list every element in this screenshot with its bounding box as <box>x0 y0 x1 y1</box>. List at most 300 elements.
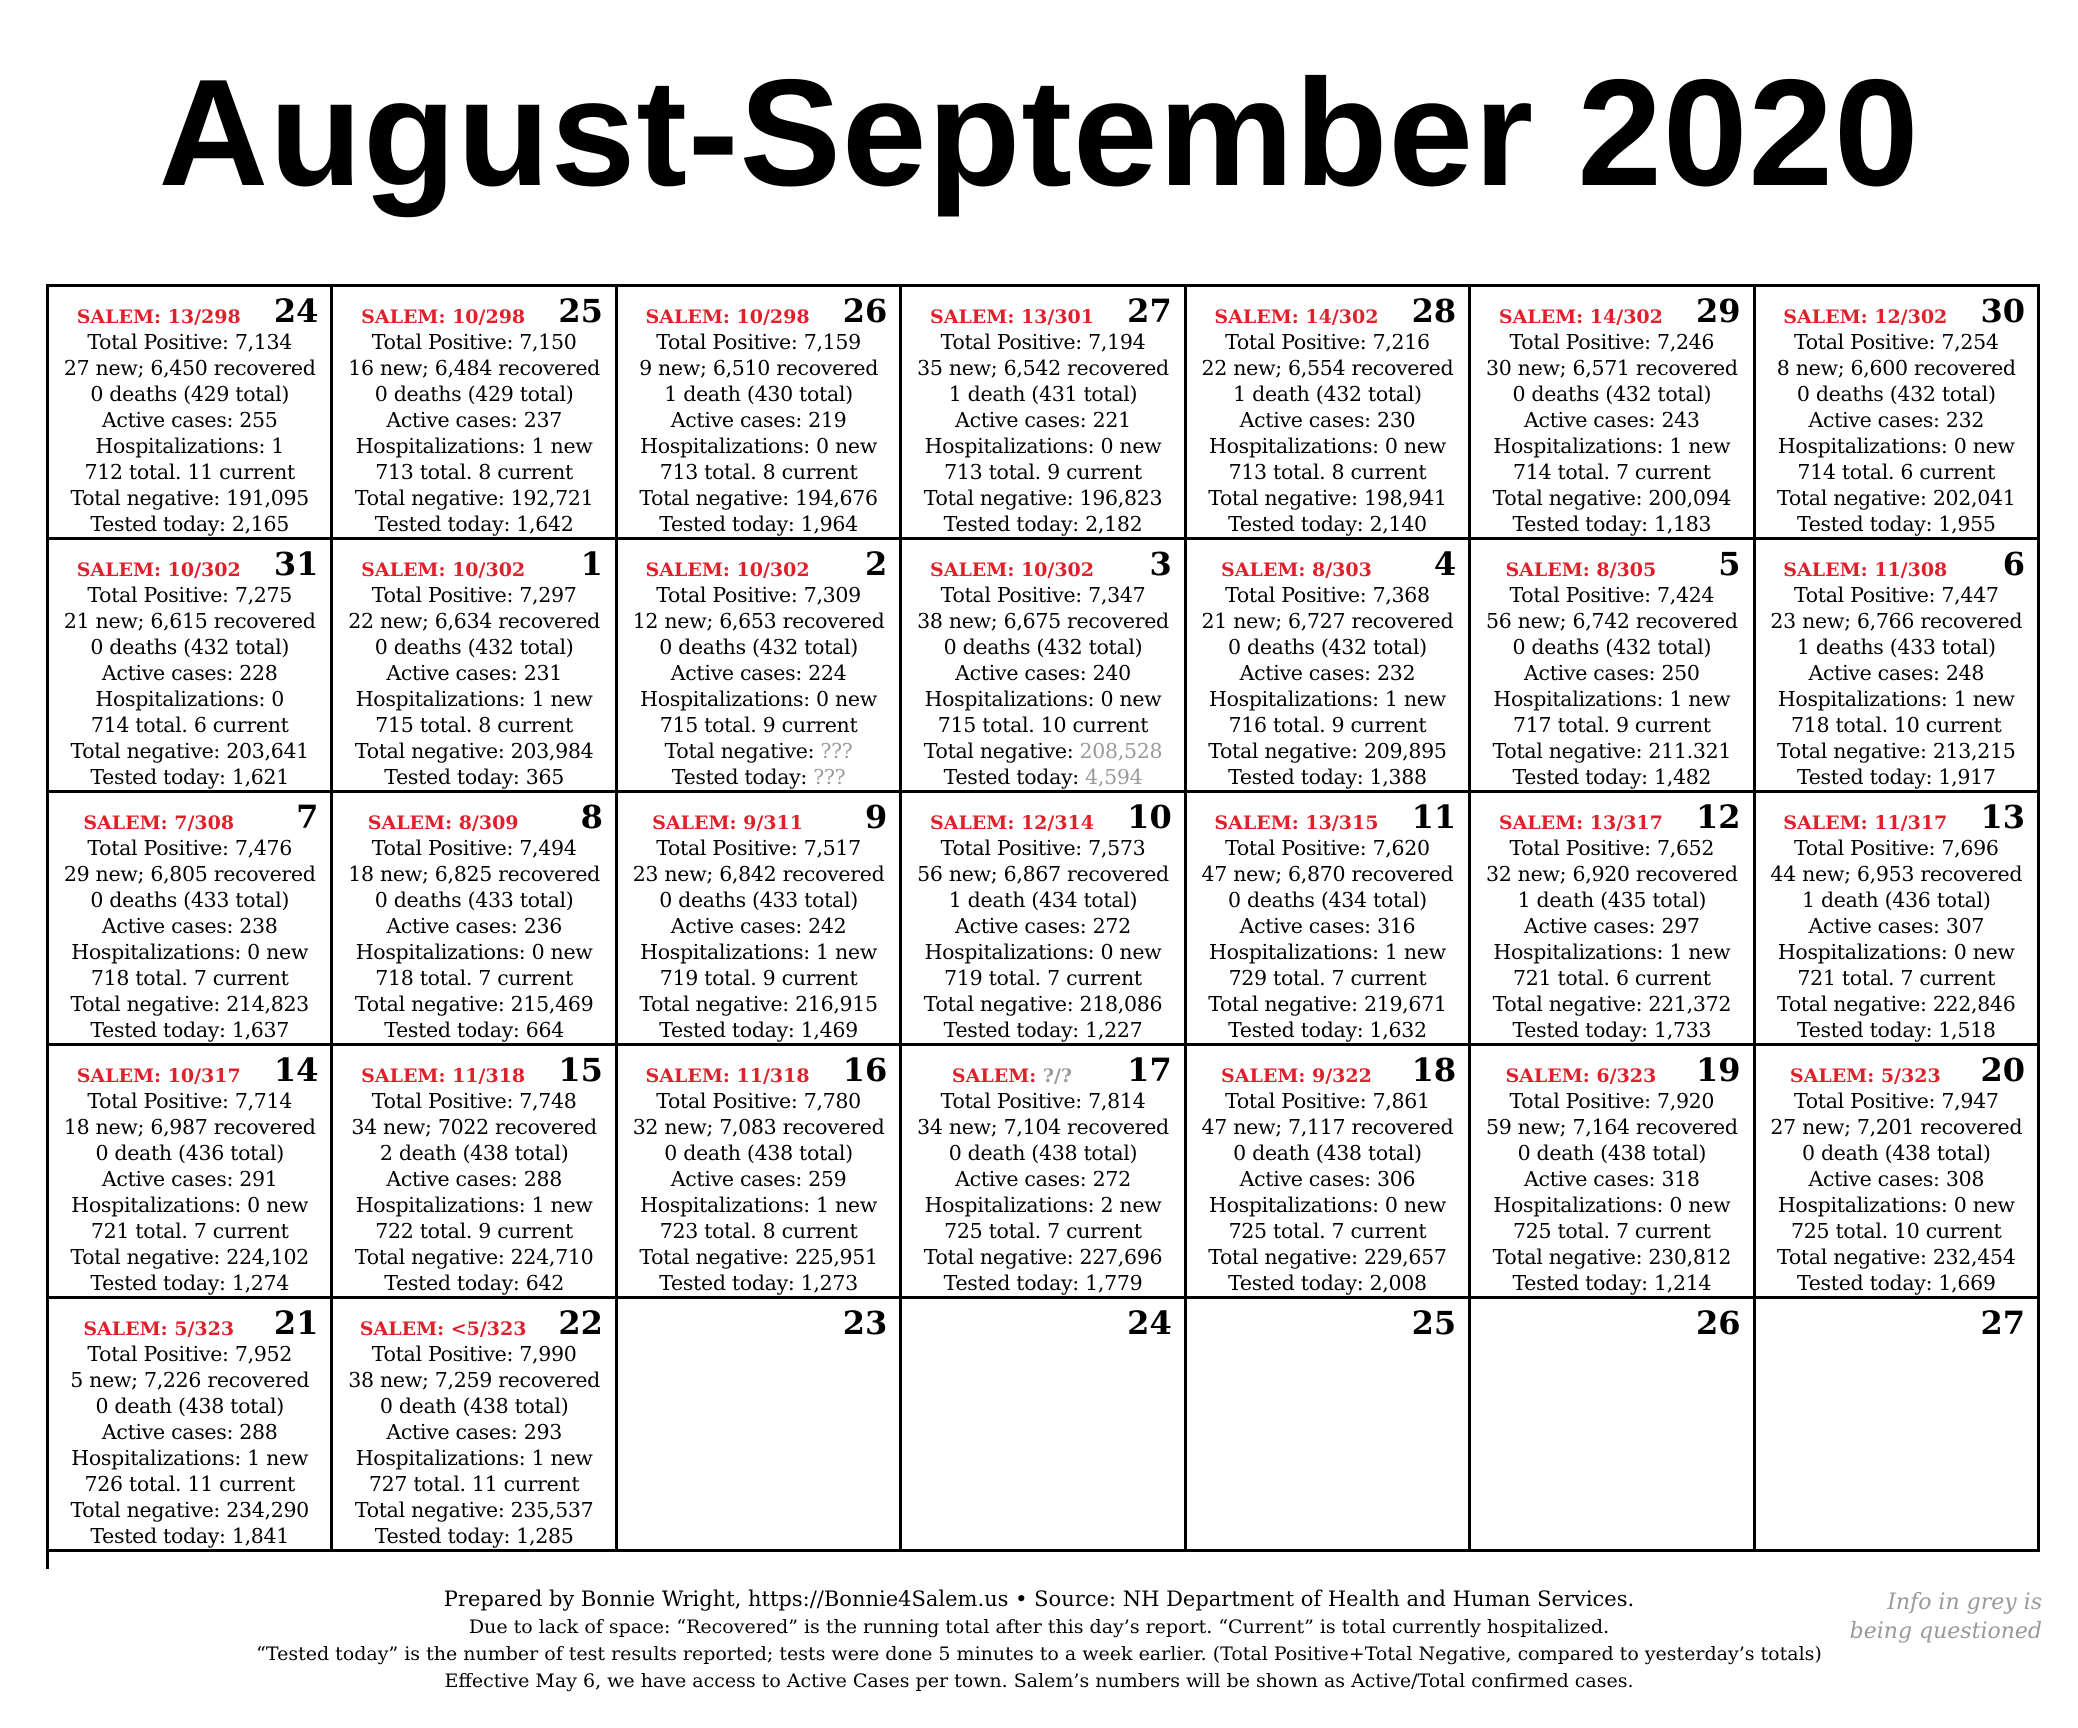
stat-text: Tested today: 1,964 <box>659 512 858 536</box>
stat-line <box>1756 1270 2037 1296</box>
salem-cases <box>49 305 268 329</box>
day-cell <box>1756 287 2040 540</box>
stat-line <box>1756 939 2037 965</box>
stat-line <box>902 459 1183 485</box>
day-stats <box>618 329 899 537</box>
stat-text: 5 new; 7,226 recovered <box>70 1368 310 1392</box>
day-number: 8 <box>580 798 603 836</box>
stat-line <box>902 965 1183 991</box>
stat-text: Total negative: 230,812 <box>1492 1245 1732 1269</box>
stat-line <box>333 634 614 660</box>
stat-line <box>902 991 1183 1017</box>
stat-text: 715 total. 10 current <box>937 713 1149 737</box>
stat-text: Active cases: 297 <box>1524 914 1700 938</box>
stat-text: 47 new; 7,117 recovered <box>1201 1115 1454 1139</box>
stat-text: Total negative: 222,846 <box>1777 992 2016 1016</box>
salem-cases-label: SALEM: 13/317 <box>1498 812 1663 834</box>
day-cell-header <box>1471 287 1752 329</box>
stat-text: Tested today: 2,182 <box>943 512 1143 536</box>
day-cell <box>1187 793 1471 1046</box>
stat-text: 34 new; 7,104 recovered <box>917 1115 1169 1139</box>
stat-line <box>902 407 1183 433</box>
stat-line <box>49 582 330 608</box>
day-stats <box>49 582 330 790</box>
stat-line <box>49 1445 330 1471</box>
stat-text: 715 total. 9 current <box>659 713 858 737</box>
stat-text: Hospitalizations: 1 new <box>355 1193 593 1217</box>
stat-text: 27 new; 7,201 recovered <box>1770 1115 2023 1139</box>
stat-text: Total Positive: 7,920 <box>1509 1089 1715 1113</box>
salem-cases <box>333 1064 552 1088</box>
stat-line <box>49 1471 330 1497</box>
stat-line <box>49 660 330 686</box>
stat-line <box>902 861 1183 887</box>
stat-line <box>1756 381 2037 407</box>
stat-line <box>49 1114 330 1140</box>
page-title: August-September 2020 <box>158 48 1920 218</box>
stat-line <box>49 1192 330 1218</box>
stat-text: Hospitalizations: 1 new <box>355 687 593 711</box>
day-cell <box>1756 1046 2040 1299</box>
stat-text: 719 total. 7 current <box>944 966 1142 990</box>
salem-cases-label: SALEM: 6/323 <box>1505 1065 1657 1087</box>
stat-text: 718 total. 7 current <box>90 966 289 990</box>
footer-note-active: Effective May 6, we have access to Active Cases per town. Salem’s numbers will be shown as Active/Total confirmed cases. <box>444 1670 1634 1692</box>
stat-text: Hospitalizations: 0 new <box>1209 434 1446 458</box>
day-cell-header <box>1756 793 2037 835</box>
day-cell-header <box>618 793 899 835</box>
stat-line <box>1471 861 1752 887</box>
stat-text: Hospitalizations: 1 new <box>1209 940 1446 964</box>
stat-line <box>1471 1166 1752 1192</box>
stat-line <box>333 511 614 537</box>
stat-text: Active cases: 272 <box>955 1167 1131 1191</box>
stat-text: Total Positive: 7,494 <box>371 836 577 860</box>
stat-text: 21 new; 6,727 recovered <box>1201 609 1454 633</box>
stat-text: 725 total. 7 current <box>1513 1219 1711 1243</box>
stat-line <box>1756 1218 2037 1244</box>
day-number: 26 <box>1696 1304 1741 1342</box>
stat-line <box>49 913 330 939</box>
stat-text: Active cases: 238 <box>101 914 278 938</box>
salem-cases <box>49 1064 268 1088</box>
stat-line <box>1756 608 2037 634</box>
stat-line <box>49 1017 330 1043</box>
stat-text: 716 total. 9 current <box>1228 713 1427 737</box>
stat-text: Hospitalizations: 1 new <box>71 1446 309 1470</box>
stat-line <box>1187 738 1468 764</box>
stat-text: Active cases: 288 <box>386 1167 562 1191</box>
salem-cases <box>1756 558 1975 582</box>
stat-text: 714 total. 6 current <box>1797 460 1996 484</box>
stat-text: Total Positive: 7,573 <box>940 836 1146 860</box>
stat-line <box>333 686 614 712</box>
stat-line <box>1756 582 2037 608</box>
stat-text: Active cases: 219 <box>670 408 847 432</box>
stat-text: Active cases: 250 <box>1524 661 1700 685</box>
salem-cases-label: SALEM: 5/323 <box>83 1318 235 1340</box>
stat-text: 0 death (438 total) <box>95 1394 284 1418</box>
stat-line <box>1471 1017 1752 1043</box>
stat-line <box>1187 1192 1468 1218</box>
stat-line <box>333 1419 614 1445</box>
day-cell <box>333 540 617 793</box>
stat-text: Tested today: 642 <box>384 1271 564 1295</box>
stat-text: 18 new; 6,825 recovered <box>348 862 600 886</box>
stat-text: Tested today: 1,285 <box>374 1524 574 1548</box>
day-cell <box>618 287 902 540</box>
footer-credit: Prepared by Bonnie Wright, https://Bonnie4Salem.us • Source: NH Department of Health and Human Services. <box>443 1587 1635 1611</box>
salem-cases-questioned: ?/? <box>1042 1065 1073 1087</box>
stat-text: Tested today: 2,140 <box>1228 512 1427 536</box>
stat-text: Active cases: 230 <box>1239 408 1416 432</box>
day-stats <box>333 835 614 1043</box>
stat-line <box>1187 407 1468 433</box>
day-number: 17 <box>1127 1051 1172 1089</box>
stat-line <box>1187 764 1468 790</box>
stat-text: Total negative: 234,290 <box>70 1498 309 1522</box>
day-number: 30 <box>1980 292 2025 330</box>
stat-line <box>49 1088 330 1114</box>
day-stats <box>1756 835 2037 1043</box>
stat-text: Active cases: 308 <box>1808 1167 1985 1191</box>
day-cell-header <box>902 1299 1183 1341</box>
stat-text: 1 death (432 total) <box>1233 382 1422 406</box>
stat-line <box>1187 1114 1468 1140</box>
salem-cases <box>49 558 268 582</box>
salem-cases <box>618 305 837 329</box>
stat-line <box>49 1497 330 1523</box>
stat-text: 18 new; 6,987 recovered <box>63 1115 316 1139</box>
stat-text: Total Positive: 7,275 <box>87 583 293 607</box>
stat-questioned-value: ??? <box>820 739 853 763</box>
stat-line <box>902 355 1183 381</box>
stat-text: Hospitalizations: 1 new <box>1493 434 1731 458</box>
stat-text: 1 death (430 total) <box>664 382 853 406</box>
stat-text: 726 total. 11 current <box>84 1472 295 1496</box>
stat-text: Active cases: 288 <box>101 1420 278 1444</box>
stat-text: Total Positive: 7,714 <box>87 1089 293 1113</box>
day-cell-header <box>333 793 614 835</box>
stat-line <box>49 459 330 485</box>
stat-line <box>618 939 899 965</box>
stat-line <box>1187 485 1468 511</box>
stat-line <box>333 1166 614 1192</box>
stat-line <box>49 1166 330 1192</box>
day-number: 23 <box>842 1304 888 1342</box>
day-cell-header <box>618 1046 899 1088</box>
stat-line <box>1187 913 1468 939</box>
stat-line <box>1471 939 1752 965</box>
stat-text: Total Positive: 7,748 <box>371 1089 577 1113</box>
salem-cases <box>1471 1064 1690 1088</box>
stat-line <box>1187 355 1468 381</box>
stat-text: Hospitalizations: 0 new <box>71 1193 309 1217</box>
stat-line <box>902 686 1183 712</box>
stat-text: Total negative: 191,095 <box>70 486 309 510</box>
stat-text: 0 deaths (432 total) <box>374 635 574 659</box>
stat-text: Total Positive: 7,134 <box>87 330 293 354</box>
day-cell-header <box>1471 793 1752 835</box>
stat-line <box>618 407 899 433</box>
stat-text: 0 death (438 total) <box>379 1394 569 1418</box>
day-number: 6 <box>2002 545 2025 583</box>
stat-text: 1 death (434 total) <box>948 888 1138 912</box>
stat-text: Tested today: 1,388 <box>1228 765 1427 789</box>
stat-text: Hospitalizations: 1 new <box>640 940 877 964</box>
stat-line <box>1756 887 2037 913</box>
stat-text: Hospitalizations: 1 new <box>355 1446 593 1470</box>
salem-cases-label: SALEM: 8/309 <box>367 812 519 834</box>
stat-text: Total Positive: 7,814 <box>940 1089 1146 1113</box>
stat-text: Total negative: 198,941 <box>1208 486 1447 510</box>
stat-line <box>1187 634 1468 660</box>
day-stats <box>618 1088 899 1296</box>
stat-text: 0 deaths (432 total) <box>1228 635 1427 659</box>
stat-line <box>618 712 899 738</box>
stat-text: 0 deaths (433 total) <box>374 888 574 912</box>
salem-cases <box>1471 811 1690 835</box>
stat-line <box>902 913 1183 939</box>
salem-cases-label: SALEM: 13/301 <box>929 306 1094 328</box>
salem-cases-label: SALEM: 13/315 <box>1214 812 1379 834</box>
stat-text: Active cases: 242 <box>670 914 847 938</box>
stat-line <box>1471 329 1752 355</box>
stat-text: Active cases: 293 <box>386 1420 562 1444</box>
stat-text: 729 total. 7 current <box>1228 966 1427 990</box>
day-number: 25 <box>558 292 603 330</box>
stat-text: 725 total. 7 current <box>1228 1219 1427 1243</box>
stat-text: Hospitalizations: 0 new <box>924 687 1162 711</box>
stat-text: Tested today: 1,469 <box>659 1018 858 1042</box>
day-cell-header <box>618 1299 899 1341</box>
stat-line <box>1471 913 1752 939</box>
day-cell-header <box>333 1046 614 1088</box>
stat-text: 0 death (438 total) <box>948 1141 1138 1165</box>
stat-text: Total Positive: 7,216 <box>1225 330 1430 354</box>
day-number: 20 <box>1980 1051 2025 1089</box>
stat-line <box>618 1218 899 1244</box>
stat-line <box>49 329 330 355</box>
day-cell <box>49 287 333 540</box>
stat-line <box>1756 407 2037 433</box>
day-number: 26 <box>842 292 888 330</box>
day-cell-header <box>1187 287 1468 329</box>
stat-text: Hospitalizations: 0 new <box>355 940 593 964</box>
stat-text: Total negative: 209,895 <box>1208 739 1447 763</box>
stat-line <box>1756 433 2037 459</box>
day-stats <box>1187 329 1468 537</box>
day-cell <box>333 1046 617 1299</box>
stat-text: 0 deaths (432 total) <box>1796 382 1996 406</box>
stat-line <box>1187 660 1468 686</box>
stat-text: Tested today: 1,955 <box>1796 512 1996 536</box>
stat-line <box>1471 738 1752 764</box>
salem-cases <box>618 558 837 582</box>
stat-line <box>1471 965 1752 991</box>
day-cell <box>49 793 333 1046</box>
stat-text: Hospitalizations: 2 new <box>924 1193 1162 1217</box>
day-stats <box>333 1088 614 1296</box>
stat-line <box>1756 511 2037 537</box>
stat-text: Active cases: 232 <box>1239 661 1416 685</box>
salem-cases <box>1756 305 1975 329</box>
day-stats <box>618 582 899 790</box>
grey-info-note <box>1850 1588 2042 1646</box>
day-cell <box>49 1299 333 1552</box>
stat-line <box>49 1367 330 1393</box>
stat-line <box>333 887 614 913</box>
day-number: 5 <box>1718 545 1741 583</box>
day-number: 4 <box>1433 545 1457 583</box>
day-cell <box>902 540 1186 793</box>
stat-text: 32 new; 6,920 recovered <box>1485 862 1738 886</box>
stat-line <box>618 634 899 660</box>
stat-line <box>1187 511 1468 537</box>
stat-text: Total Positive: 7,780 <box>656 1089 861 1113</box>
salem-cases-label: SALEM: 9/311 <box>652 812 803 834</box>
stat-line <box>49 355 330 381</box>
stat-text: 0 deaths (434 total) <box>1228 888 1427 912</box>
stat-text: 56 new; 6,742 recovered <box>1485 609 1738 633</box>
day-cell-header <box>902 1046 1183 1088</box>
stat-line <box>902 1166 1183 1192</box>
stat-text: 23 new; 6,766 recovered <box>1770 609 2023 633</box>
day-cell <box>1756 1299 2040 1552</box>
day-cell-header <box>902 793 1183 835</box>
stat-line <box>1756 712 2037 738</box>
stat-text: Hospitalizations: 0 <box>95 687 285 711</box>
footer-note-recovered: Due to lack of space: “Recovered” is the running total after this day’s report. “Current” is total currently hospitalized. <box>468 1616 1610 1638</box>
salem-cases-label: SALEM: 10/302 <box>76 559 241 581</box>
stat-line <box>902 712 1183 738</box>
stat-line <box>333 1017 614 1043</box>
stat-line <box>1756 1088 2037 1114</box>
stat-line <box>1756 485 2037 511</box>
stat-line <box>49 1523 330 1549</box>
stat-text: Active cases: 306 <box>1239 1167 1416 1191</box>
stat-line <box>49 1393 330 1419</box>
stat-line <box>49 407 330 433</box>
stat-line <box>1756 835 2037 861</box>
stat-text: Tested today: 1,669 <box>1796 1271 1996 1295</box>
day-cell-header <box>1187 1299 1468 1341</box>
stat-line <box>333 355 614 381</box>
stat-line <box>1187 835 1468 861</box>
salem-cases-label: SALEM: 7/308 <box>83 812 235 834</box>
day-cell <box>333 1299 617 1552</box>
stat-line <box>49 1218 330 1244</box>
day-cell <box>1756 540 2040 793</box>
salem-cases <box>1471 558 1690 582</box>
stat-text: Total Positive: 7,652 <box>1509 836 1715 860</box>
salem-cases <box>1756 811 1975 835</box>
stat-text: Total negative: 218,086 <box>923 992 1163 1016</box>
stat-text: Hospitalizations: 0 new <box>71 940 309 964</box>
stat-line <box>1187 1270 1468 1296</box>
stat-line <box>49 485 330 511</box>
salem-cases-label: SALEM: 12/302 <box>1783 306 1948 328</box>
stat-line <box>333 1497 614 1523</box>
stat-text: Hospitalizations: 0 new <box>1777 434 2015 458</box>
stat-line <box>618 1270 899 1296</box>
stat-line <box>1756 991 2037 1017</box>
day-cell-header <box>49 793 330 835</box>
stat-text: 12 new; 6,653 recovered <box>632 609 885 633</box>
stat-text: 0 deaths (432 total) <box>659 635 858 659</box>
stat-text: Total Positive: 7,347 <box>940 583 1146 607</box>
stat-text: Active cases: 236 <box>386 914 562 938</box>
salem-cases <box>1187 811 1406 835</box>
day-number: 24 <box>1127 1304 1172 1342</box>
day-cell-header <box>49 1299 330 1341</box>
stat-text: Tested today: 1,917 <box>1796 765 1996 789</box>
stat-line <box>1471 1270 1752 1296</box>
day-cell <box>902 287 1186 540</box>
day-cell <box>49 540 333 793</box>
stat-text: 0 deaths (432 total) <box>943 635 1143 659</box>
stat-text: Active cases: 243 <box>1524 408 1700 432</box>
stat-text: Total negative: 235,537 <box>354 1498 594 1522</box>
day-stats <box>1471 329 1752 537</box>
stat-text: Active cases: 316 <box>1239 914 1416 938</box>
stat-text: Hospitalizations: 0 new <box>640 687 877 711</box>
day-cell <box>902 793 1186 1046</box>
stat-text: Total negative: 221,372 <box>1492 992 1732 1016</box>
stat-line <box>333 991 614 1017</box>
stat-line <box>618 381 899 407</box>
stat-line <box>902 939 1183 965</box>
stat-text: 22 new; 6,634 recovered <box>348 609 600 633</box>
stat-text: 717 total. 9 current <box>1513 713 1711 737</box>
day-stats <box>902 1088 1183 1296</box>
stat-line <box>618 1114 899 1140</box>
stat-text: Active cases: 240 <box>955 661 1131 685</box>
stat-line <box>49 939 330 965</box>
stat-text: Total negative: 227,696 <box>923 1245 1163 1269</box>
stat-text: Hospitalizations: 0 new <box>1777 1193 2015 1217</box>
stat-line <box>902 764 1183 790</box>
day-number: 2 <box>865 545 888 583</box>
salem-cases-label: SALEM: <box>951 1065 1043 1087</box>
stat-text: 16 new; 6,484 recovered <box>348 356 600 380</box>
stat-line <box>333 582 614 608</box>
stat-line <box>49 1270 330 1296</box>
day-cell-header <box>49 1046 330 1088</box>
stat-line <box>1471 634 1752 660</box>
stat-line <box>902 634 1183 660</box>
day-stats <box>1756 329 2037 537</box>
day-cell-header <box>1187 1046 1468 1088</box>
stat-line <box>333 660 614 686</box>
stat-text: Total negative: 202,041 <box>1777 486 2016 510</box>
stat-text: Total Positive: 7,517 <box>656 836 861 860</box>
stat-text: Total Positive: 7,952 <box>87 1342 293 1366</box>
day-cell <box>902 1046 1186 1299</box>
grey-info-note-line1: Info in grey is <box>1887 1590 2042 1615</box>
stat-line <box>333 1393 614 1419</box>
stat-line <box>1471 887 1752 913</box>
stat-line <box>1756 764 2037 790</box>
stat-text: Tested today: 2,008 <box>1228 1271 1427 1295</box>
day-number: 18 <box>1411 1051 1457 1089</box>
day-cell <box>902 1299 1186 1552</box>
day-cell <box>618 540 902 793</box>
day-number: 21 <box>273 1304 319 1342</box>
stat-text: 0 death (436 total) <box>95 1141 284 1165</box>
stat-line <box>902 1244 1183 1270</box>
day-cell <box>49 1046 333 1299</box>
